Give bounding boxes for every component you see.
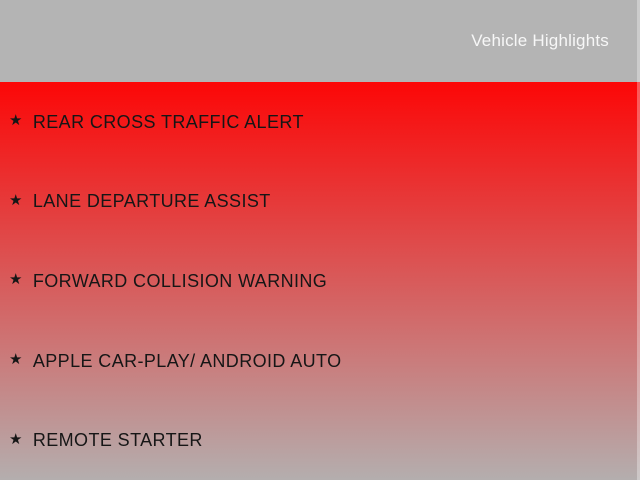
star-icon: ★ <box>9 112 23 130</box>
highlight-label: FORWARD COLLISION WARNING <box>32 270 328 291</box>
highlight-item <box>9 113 640 131</box>
highlight-item <box>9 192 640 210</box>
star-icon: ★ <box>9 351 23 369</box>
highlight-item <box>9 272 640 290</box>
star-icon: ★ <box>9 271 23 289</box>
highlight-label: APPLE CAR-PLAY/ ANDROID AUTO <box>32 350 342 371</box>
highlight-label: REAR CROSS TRAFFIC ALERT <box>32 111 304 132</box>
page-title: Vehicle Highlights <box>471 31 609 50</box>
highlight-item <box>9 352 640 370</box>
highlight-label: REMOTE STARTER <box>32 430 203 451</box>
header-bar <box>0 0 640 82</box>
star-icon: ★ <box>9 430 23 448</box>
highlights-list <box>0 82 640 480</box>
star-icon: ★ <box>9 191 23 209</box>
highlight-label: LANE DEPARTURE ASSIST <box>32 191 271 212</box>
highlight-item <box>9 431 640 449</box>
